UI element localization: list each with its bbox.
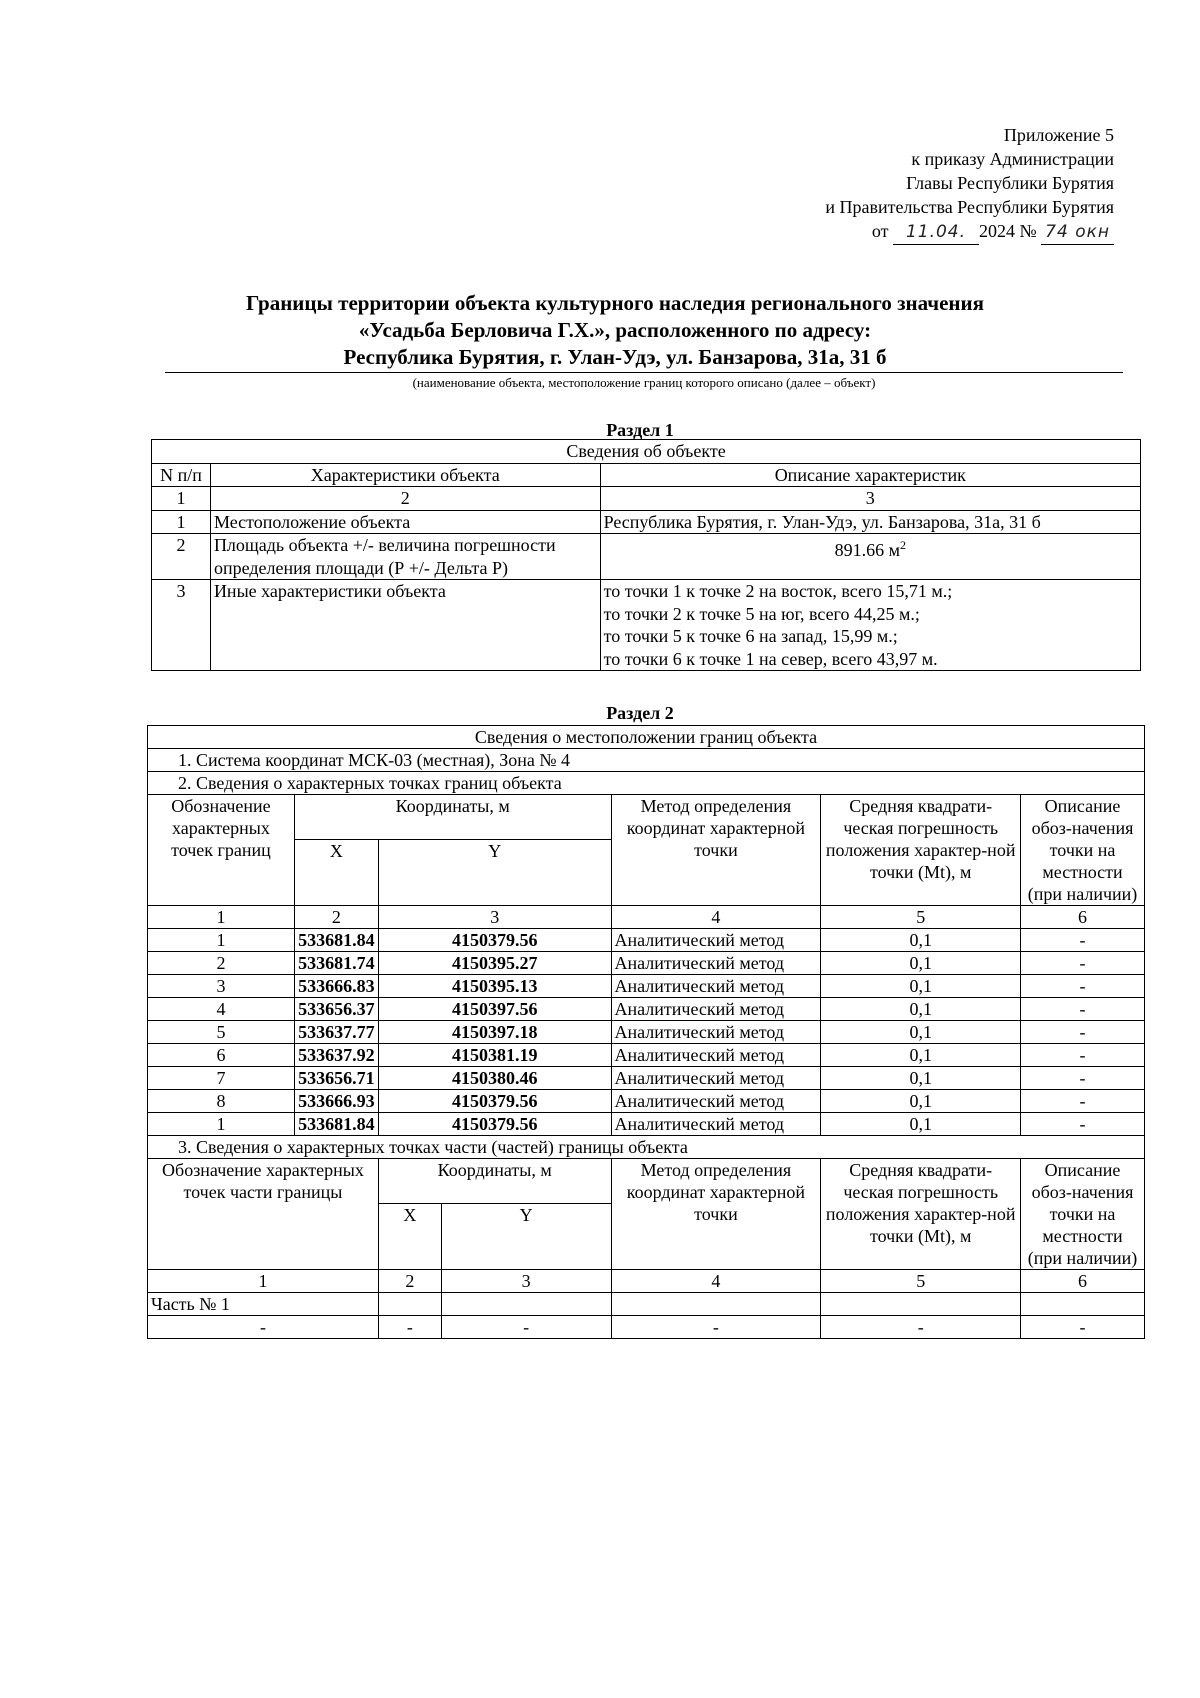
empty-cell: [441, 1293, 611, 1316]
parts-col-header-method: Метод определения координат характерной точки: [611, 1159, 821, 1270]
col-number: 6: [1021, 906, 1145, 929]
point-number: 1: [148, 1113, 295, 1136]
table-row: [148, 1021, 1145, 1044]
point-y: 4150380.46: [378, 1067, 611, 1090]
col-number: 3: [600, 487, 1140, 511]
point-method: Аналитический метод: [611, 1044, 821, 1067]
col-number: 5: [821, 906, 1021, 929]
col-number: 1: [148, 906, 295, 929]
title-underline: [165, 372, 1123, 373]
point-number: 2: [148, 952, 295, 975]
desc-line: то точки 1 к точке 2 на восток, всего 15,71 м.;: [603, 581, 953, 601]
point-x: 533666.83: [294, 975, 378, 998]
table-row: [148, 998, 1145, 1021]
point-error: 0,1: [821, 975, 1021, 998]
parts-col-header-designation: Обозначение характерных точек части границы: [148, 1159, 379, 1270]
section2-header: Сведения о местоположении границ объекта: [148, 726, 1145, 749]
table-row: [148, 1159, 1145, 1204]
point-error: 0,1: [821, 1021, 1021, 1044]
point-method: Аналитический метод: [611, 975, 821, 998]
empty-cell: [378, 1293, 441, 1316]
col-number: 4: [611, 906, 821, 929]
point-error: 0,1: [821, 1067, 1021, 1090]
col-header-description: Описание характеристик: [600, 463, 1140, 487]
part-cell: -: [378, 1316, 441, 1339]
part-label: Часть № 1: [148, 1293, 379, 1316]
point-number: 5: [148, 1021, 295, 1044]
point-error: 0,1: [821, 929, 1021, 952]
point-number: 6: [148, 1044, 295, 1067]
points-title: 2. Сведения о характерных точках границ объекта: [148, 772, 1145, 795]
table-row: [148, 772, 1145, 795]
table-row: [152, 534, 1141, 580]
point-number: 3: [148, 975, 295, 998]
point-desc: -: [1021, 929, 1145, 952]
appendix-line-2: к приказу Администрации: [911, 149, 1114, 169]
point-method: Аналитический метод: [611, 929, 821, 952]
col-header-designation: Обозначение характерных точек границ: [148, 795, 295, 906]
part-cell: -: [148, 1316, 379, 1339]
col-number: 6: [1021, 1270, 1145, 1293]
point-method: Аналитический метод: [611, 1090, 821, 1113]
appendix-line-3: Главы Республики Бурятия: [906, 173, 1114, 193]
point-method: Аналитический метод: [611, 952, 821, 975]
table-row: [152, 440, 1141, 464]
area-unit-exponent: 2: [899, 538, 906, 552]
col-number: 3: [441, 1270, 611, 1293]
point-y: 4150381.19: [378, 1044, 611, 1067]
table-row: [148, 952, 1145, 975]
point-y: 4150379.56: [378, 1113, 611, 1136]
point-desc: -: [1021, 1021, 1145, 1044]
table-row: [148, 906, 1145, 929]
table-row: [148, 1113, 1145, 1136]
table-row: [152, 580, 1141, 671]
table-row: [148, 1270, 1145, 1293]
appendix-block: [654, 123, 1114, 245]
point-number: 7: [148, 1067, 295, 1090]
col-number: 2: [378, 1270, 441, 1293]
point-y: 4150395.27: [378, 952, 611, 975]
coordinate-system: 1. Система координат МСК-03 (местная), Зона № 4: [148, 749, 1145, 772]
document-title: [160, 290, 1070, 371]
table-row: [148, 929, 1145, 952]
point-number: 8: [148, 1090, 295, 1113]
parts-col-header-x: X: [378, 1204, 441, 1270]
section1-table: [151, 439, 1141, 671]
point-method: Аналитический метод: [611, 1113, 821, 1136]
col-number: 2: [210, 487, 600, 511]
table-row: [148, 1293, 1145, 1316]
col-header-error: Средняя квадрати-ческая погрешность положения характер-ной точки (Mt), м: [821, 795, 1021, 906]
col-header-characteristics: Характеристики объекта: [210, 463, 600, 487]
point-desc: -: [1021, 952, 1145, 975]
table-row: [148, 795, 1145, 840]
point-x: 533681.74: [294, 952, 378, 975]
col-number: 5: [821, 1270, 1021, 1293]
row-num: 1: [152, 510, 211, 534]
point-y: 4150379.56: [378, 929, 611, 952]
point-y: 4150397.18: [378, 1021, 611, 1044]
point-y: 4150395.13: [378, 975, 611, 998]
table-row: [148, 1316, 1145, 1339]
point-method: Аналитический метод: [611, 1067, 821, 1090]
title-line-1: Границы территории объекта культурного наследия регионального значения: [245, 291, 984, 315]
col-number: 1: [148, 1270, 379, 1293]
col-number: 1: [152, 487, 211, 511]
section2-label: Раздел 2: [606, 703, 674, 723]
from-prefix: от: [871, 221, 889, 241]
points-body: [148, 929, 1145, 1136]
col-header-point-desc: Описание обоз-начения точки на местности (при наличии): [1021, 795, 1145, 906]
row-name: Местоположение объекта: [210, 510, 600, 534]
part-cell: -: [441, 1316, 611, 1339]
table-row: [152, 510, 1141, 534]
point-desc: -: [1021, 1067, 1145, 1090]
point-x: 533681.84: [294, 929, 378, 952]
part-cell: -: [821, 1316, 1021, 1339]
row-name: Иные характеристики объекта: [210, 580, 600, 671]
parts-col-header-error: Средняя квадрати-ческая погрешность положения характер-ной точки (Mt), м: [821, 1159, 1021, 1270]
appendix-line-1: Приложение 5: [1003, 125, 1114, 145]
row-num: 3: [152, 580, 211, 671]
point-desc: -: [1021, 1113, 1145, 1136]
point-error: 0,1: [821, 952, 1021, 975]
point-error: 0,1: [821, 998, 1021, 1021]
table-row: [148, 749, 1145, 772]
col-header-num: N п/п: [152, 463, 211, 487]
table-row: [148, 726, 1145, 749]
point-number: 1: [148, 929, 295, 952]
point-x: 533656.71: [294, 1067, 378, 1090]
empty-cell: [611, 1293, 821, 1316]
col-header-method: Метод определения координат характерной точки: [611, 795, 821, 906]
point-desc: -: [1021, 1044, 1145, 1067]
parts-col-header-point-desc: Описание обоз-начения точки на местности (при наличии): [1021, 1159, 1145, 1270]
parts-col-header-coordinates: Координаты, м: [378, 1159, 611, 1204]
appendix-date-line: [654, 219, 1114, 245]
table-row: [148, 975, 1145, 998]
point-x: 533637.92: [294, 1044, 378, 1067]
col-number: 2: [294, 906, 378, 929]
col-number: 4: [611, 1270, 821, 1293]
col-header-x: X: [294, 840, 378, 906]
col-header-y: Y: [378, 840, 611, 906]
section1-label: Раздел 1: [606, 420, 674, 440]
table-row: [148, 1044, 1145, 1067]
point-number: 4: [148, 998, 295, 1021]
parts-col-header-y: Y: [441, 1204, 611, 1270]
handwritten-date: 11.04.: [893, 220, 979, 245]
point-desc: -: [1021, 975, 1145, 998]
title-line-2: «Усадьба Берловича Г.Х.», расположенного по адресу:: [358, 318, 872, 342]
row-name: Площадь объекта +/- величина погрешности определения площади (Р +/- Дельта Р): [210, 534, 600, 580]
desc-line: то точки 2 к точке 5 на юг, всего 44,25 м.;: [603, 603, 920, 624]
table-row: [148, 1090, 1145, 1113]
point-error: 0,1: [821, 1113, 1021, 1136]
point-x: 533681.84: [294, 1113, 378, 1136]
table-row: [152, 487, 1141, 511]
handwritten-number: 74 окн: [1041, 220, 1114, 245]
point-desc: -: [1021, 998, 1145, 1021]
section2-table: [147, 725, 1145, 1339]
section1-header: Сведения об объекте: [152, 440, 1141, 464]
row-num: 2: [152, 534, 211, 580]
point-desc: -: [1021, 1090, 1145, 1113]
point-x: 533656.37: [294, 998, 378, 1021]
table-row: [152, 463, 1141, 487]
col-number: 3: [378, 906, 611, 929]
part-cell: -: [611, 1316, 821, 1339]
area-value: 891.66 м: [834, 540, 900, 560]
part-cell: -: [1021, 1316, 1145, 1339]
table-row: [148, 1136, 1145, 1159]
desc-line: то точки 5 к точке 6 на запад, 15,99 м.;: [603, 626, 898, 646]
title-line-3: Республика Бурятия, г. Улан-Удэ, ул. Банзарова, 31а, 31 б: [343, 345, 887, 369]
point-y: 4150379.56: [378, 1090, 611, 1113]
empty-cell: [821, 1293, 1021, 1316]
point-x: 533637.77: [294, 1021, 378, 1044]
point-y: 4150397.56: [378, 998, 611, 1021]
point-x: 533666.93: [294, 1090, 378, 1113]
row-desc-lines: [600, 580, 1140, 671]
parts-title: 3. Сведения о характерных точках части (частей) границы объекта: [148, 1136, 1145, 1159]
row-desc: Республика Бурятия, г. Улан-Удэ, ул. Банзарова, 31а, 31 б: [600, 510, 1140, 534]
title-caption: (наименование объекта, местоположение границ которого описано (далее – объект): [412, 375, 876, 390]
empty-cell: [1021, 1293, 1145, 1316]
year-text: 2024 №: [978, 221, 1037, 241]
col-header-coordinates: Координаты, м: [294, 795, 611, 840]
point-method: Аналитический метод: [611, 1021, 821, 1044]
appendix-line-4: и Правительства Республики Бурятия: [825, 197, 1114, 217]
point-method: Аналитический метод: [611, 998, 821, 1021]
desc-line: то точки 6 к точке 1 на север, всего 43,97 м.: [603, 648, 938, 669]
table-row: [148, 1067, 1145, 1090]
point-error: 0,1: [821, 1090, 1021, 1113]
point-error: 0,1: [821, 1044, 1021, 1067]
row-desc-area: [600, 534, 1140, 580]
